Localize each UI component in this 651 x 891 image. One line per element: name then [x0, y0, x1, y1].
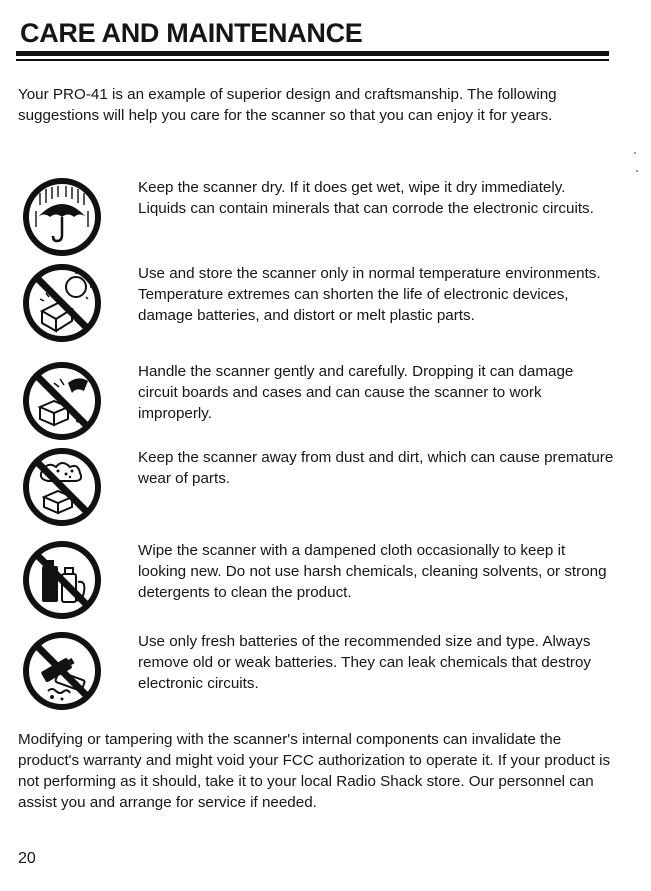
no-temperature-extremes-icon [22, 263, 102, 343]
page-number: 20 [18, 850, 36, 867]
care-item-text: Wipe the scanner with a dampened cloth occasionally to keep it looking new. Do not use harsh chemicals, cleaning solvents, or strong detergents to clean the product. [138, 542, 607, 601]
no-harsh-chemicals-icon [22, 540, 102, 620]
title-rule-thick [16, 51, 609, 56]
no-old-batteries-icon [22, 631, 102, 711]
scan-speck [634, 152, 636, 154]
intro-paragraph: Your PRO-41 is an example of superior design and craftsmanship. The following suggestions will help you care for the scanner so that you can enjoy it for years. [18, 86, 557, 124]
no-dropping-icon [22, 361, 102, 441]
no-dust-icon [22, 447, 102, 527]
page-title: CARE AND MAINTENANCE [20, 18, 363, 48]
closing-paragraph: Modifying or tampering with the scanner's internal components can invalidate the product's warranty and might void your FCC authorization to operate it. If your product is not performing as it should, take it to your local Radio Shack store. Our personnel can assist you and arrange for service if needed. [18, 731, 611, 811]
scan-speck [636, 170, 638, 172]
care-item-text: Keep the scanner dry. If it does get wet, wipe it dry immediately. Liquids can contain minerals that can corrode the electronic circuits. [138, 179, 594, 217]
care-item-text: Use only fresh batteries of the recommended size and type. Always remove old or weak batteries. They can leak chemicals that destroy electronic circuits. [138, 633, 592, 692]
care-item-text: Handle the scanner gently and carefully. Dropping it can damage circuit boards and cases and can cause the scanner to work improperly. [138, 363, 574, 422]
care-item-text: Keep the scanner away from dust and dirt, which can cause premature wear of parts. [138, 449, 614, 487]
care-item-text: Use and store the scanner only in normal temperature environments. Temperature extremes can shorten the life of electronic devices, damage batteries, and distort or melt plastic parts. [138, 265, 601, 324]
umbrella-rain-icon [22, 177, 102, 257]
title-rule-thin [16, 59, 609, 61]
